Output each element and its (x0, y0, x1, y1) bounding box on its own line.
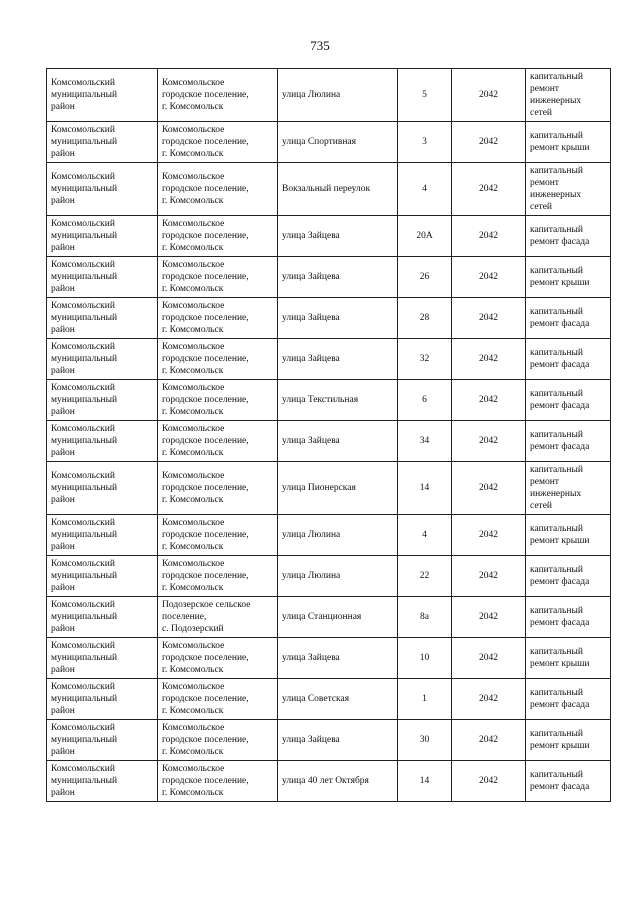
district-cell: Комсомольский муниципальный район (47, 462, 158, 515)
street-cell: улица Зайцева (278, 216, 398, 257)
house-number-cell: 14 (398, 761, 452, 802)
year-cell: 2042 (452, 257, 526, 298)
year-cell: 2042 (452, 761, 526, 802)
house-number-cell: 20А (398, 216, 452, 257)
table-row (47, 298, 611, 339)
district-cell: Комсомольский муниципальный район (47, 638, 158, 679)
work-type-cell: капитальный ремонт крыши (526, 638, 611, 679)
registry-table (46, 68, 611, 802)
table-row (47, 163, 611, 216)
house-number-cell: 32 (398, 339, 452, 380)
settlement-cell: Комсомольское городское поселение, г. Комсомольск (158, 720, 278, 761)
table-row (47, 515, 611, 556)
street-cell: улица Станционная (278, 597, 398, 638)
district-cell: Комсомольский муниципальный район (47, 761, 158, 802)
street-cell: улица Люлина (278, 69, 398, 122)
table-row (47, 761, 611, 802)
year-cell: 2042 (452, 597, 526, 638)
house-number-cell: 5 (398, 69, 452, 122)
street-cell: улица Зайцева (278, 720, 398, 761)
year-cell: 2042 (452, 462, 526, 515)
work-type-cell: капитальный ремонт фасада (526, 380, 611, 421)
street-cell: улица Зайцева (278, 421, 398, 462)
settlement-cell: Комсомольское городское поселение, г. Комсомольск (158, 556, 278, 597)
year-cell: 2042 (452, 69, 526, 122)
settlement-cell: Комсомольское городское поселение, г. Комсомольск (158, 761, 278, 802)
district-cell: Комсомольский муниципальный район (47, 515, 158, 556)
house-number-cell: 28 (398, 298, 452, 339)
street-cell: улица Люлина (278, 515, 398, 556)
settlement-cell: Подозерское сельское поселение, с. Подозерский (158, 597, 278, 638)
house-number-cell: 22 (398, 556, 452, 597)
registry-rows (47, 69, 611, 802)
table-row (47, 216, 611, 257)
work-type-cell: капитальный ремонт фасада (526, 298, 611, 339)
work-type-cell: капитальный ремонт крыши (526, 720, 611, 761)
street-cell: улица Зайцева (278, 298, 398, 339)
work-type-cell: капитальный ремонт фасада (526, 216, 611, 257)
work-type-cell: капитальный ремонт фасада (526, 556, 611, 597)
settlement-cell: Комсомольское городское поселение, г. Комсомольск (158, 679, 278, 720)
district-cell: Комсомольский муниципальный район (47, 380, 158, 421)
settlement-cell: Комсомольское городское поселение, г. Комсомольск (158, 380, 278, 421)
house-number-cell: 10 (398, 638, 452, 679)
work-type-cell: капитальный ремонт крыши (526, 122, 611, 163)
year-cell: 2042 (452, 515, 526, 556)
table-row (47, 380, 611, 421)
settlement-cell: Комсомольское городское поселение, г. Комсомольск (158, 462, 278, 515)
year-cell: 2042 (452, 679, 526, 720)
table-row (47, 421, 611, 462)
settlement-cell: Комсомольское городское поселение, г. Комсомольск (158, 216, 278, 257)
year-cell: 2042 (452, 720, 526, 761)
district-cell: Комсомольский муниципальный район (47, 339, 158, 380)
street-cell: улица Люлина (278, 556, 398, 597)
work-type-cell: капитальный ремонт инженерных сетей (526, 163, 611, 216)
year-cell: 2042 (452, 638, 526, 679)
table-row (47, 122, 611, 163)
work-type-cell: капитальный ремонт инженерных сетей (526, 462, 611, 515)
house-number-cell: 30 (398, 720, 452, 761)
table-row (47, 679, 611, 720)
house-number-cell: 8а (398, 597, 452, 638)
street-cell: улица Спортивная (278, 122, 398, 163)
settlement-cell: Комсомольское городское поселение, г. Комсомольск (158, 257, 278, 298)
district-cell: Комсомольский муниципальный район (47, 298, 158, 339)
page-number: 735 (310, 38, 330, 53)
settlement-cell: Комсомольское городское поселение, г. Комсомольск (158, 515, 278, 556)
house-number-cell: 26 (398, 257, 452, 298)
street-cell: улица Зайцева (278, 339, 398, 380)
year-cell: 2042 (452, 298, 526, 339)
work-type-cell: капитальный ремонт фасада (526, 421, 611, 462)
house-number-cell: 34 (398, 421, 452, 462)
table-row (47, 257, 611, 298)
year-cell: 2042 (452, 380, 526, 421)
settlement-cell: Комсомольское городское поселение, г. Комсомольск (158, 69, 278, 122)
year-cell: 2042 (452, 421, 526, 462)
work-type-cell: капитальный ремонт фасада (526, 761, 611, 802)
settlement-cell: Комсомольское городское поселение, г. Комсомольск (158, 339, 278, 380)
street-cell: улица Советская (278, 679, 398, 720)
district-cell: Комсомольский муниципальный район (47, 421, 158, 462)
street-cell: улица Текстильная (278, 380, 398, 421)
street-cell: улица Зайцева (278, 257, 398, 298)
work-type-cell: капитальный ремонт фасада (526, 679, 611, 720)
house-number-cell: 4 (398, 163, 452, 216)
work-type-cell: капитальный ремонт инженерных сетей (526, 69, 611, 122)
district-cell: Комсомольский муниципальный район (47, 556, 158, 597)
settlement-cell: Комсомольское городское поселение, г. Комсомольск (158, 163, 278, 216)
work-type-cell: капитальный ремонт фасада (526, 339, 611, 380)
house-number-cell: 14 (398, 462, 452, 515)
year-cell: 2042 (452, 163, 526, 216)
table-row (47, 556, 611, 597)
settlement-cell: Комсомольское городское поселение, г. Комсомольск (158, 421, 278, 462)
work-type-cell: капитальный ремонт крыши (526, 515, 611, 556)
settlement-cell: Комсомольское городское поселение, г. Комсомольск (158, 298, 278, 339)
district-cell: Комсомольский муниципальный район (47, 597, 158, 638)
district-cell: Комсомольский муниципальный район (47, 257, 158, 298)
table-row (47, 597, 611, 638)
table-row (47, 69, 611, 122)
settlement-cell: Комсомольское городское поселение, г. Комсомольск (158, 638, 278, 679)
table-row (47, 339, 611, 380)
table-row (47, 720, 611, 761)
work-type-cell: капитальный ремонт крыши (526, 257, 611, 298)
district-cell: Комсомольский муниципальный район (47, 720, 158, 761)
district-cell: Комсомольский муниципальный район (47, 122, 158, 163)
street-cell: улица Зайцева (278, 638, 398, 679)
year-cell: 2042 (452, 216, 526, 257)
house-number-cell: 1 (398, 679, 452, 720)
district-cell: Комсомольский муниципальный район (47, 679, 158, 720)
district-cell: Комсомольский муниципальный район (47, 163, 158, 216)
street-cell: улица 40 лет Октября (278, 761, 398, 802)
table-row (47, 638, 611, 679)
district-cell: Комсомольский муниципальный район (47, 69, 158, 122)
street-cell: Вокзальный переулок (278, 163, 398, 216)
district-cell: Комсомольский муниципальный район (47, 216, 158, 257)
settlement-cell: Комсомольское городское поселение, г. Комсомольск (158, 122, 278, 163)
work-type-cell: капитальный ремонт фасада (526, 597, 611, 638)
house-number-cell: 4 (398, 515, 452, 556)
year-cell: 2042 (452, 339, 526, 380)
street-cell: улица Пионерская (278, 462, 398, 515)
house-number-cell: 6 (398, 380, 452, 421)
table-row (47, 462, 611, 515)
year-cell: 2042 (452, 122, 526, 163)
house-number-cell: 3 (398, 122, 452, 163)
year-cell: 2042 (452, 556, 526, 597)
